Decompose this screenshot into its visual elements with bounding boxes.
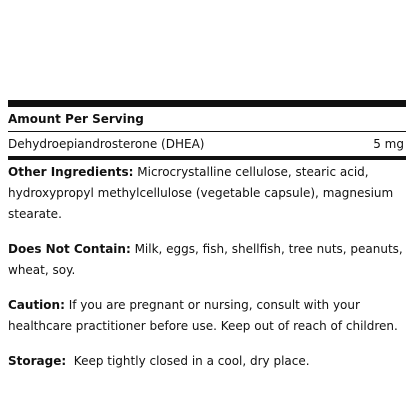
does-not-contain-label: Does Not Contain:: [8, 242, 131, 256]
other-ingredients-section: [8, 162, 406, 225]
caution-text: If you are pregnant or nursing, consult with your healthcare practitioner before use. Keep out of reach of children.: [8, 298, 398, 333]
ingredient-row: [8, 132, 406, 156]
bottom-divider: [8, 156, 406, 160]
ingredient-name: Dehydroepiandrosterone (DHEA): [8, 137, 205, 151]
storage-label: Storage:: [8, 354, 67, 368]
caution-label: Caution:: [8, 298, 65, 312]
other-ingredients-label: Other Ingredients:: [8, 165, 134, 179]
does-not-contain-text: Milk, eggs, fish, shellfish, tree nuts, peanuts, wheat, soy.: [8, 242, 403, 277]
other-ingredients-text: Microcrystalline cellulose, stearic acid, hydroxypropyl methylcellulose (vegetable capsule), magnesium stearate.: [8, 165, 394, 221]
caution-section: [8, 295, 406, 337]
top-divider: [8, 100, 406, 107]
supplement-facts-panel: [8, 100, 406, 372]
amount-per-serving-header: Amount Per Serving: [8, 112, 144, 126]
storage-text: Keep tightly closed in a cool, dry place.: [66, 354, 310, 368]
does-not-contain-section: [8, 239, 406, 281]
ingredient-amount: 5 mg: [373, 137, 404, 151]
storage-section: [8, 351, 406, 372]
